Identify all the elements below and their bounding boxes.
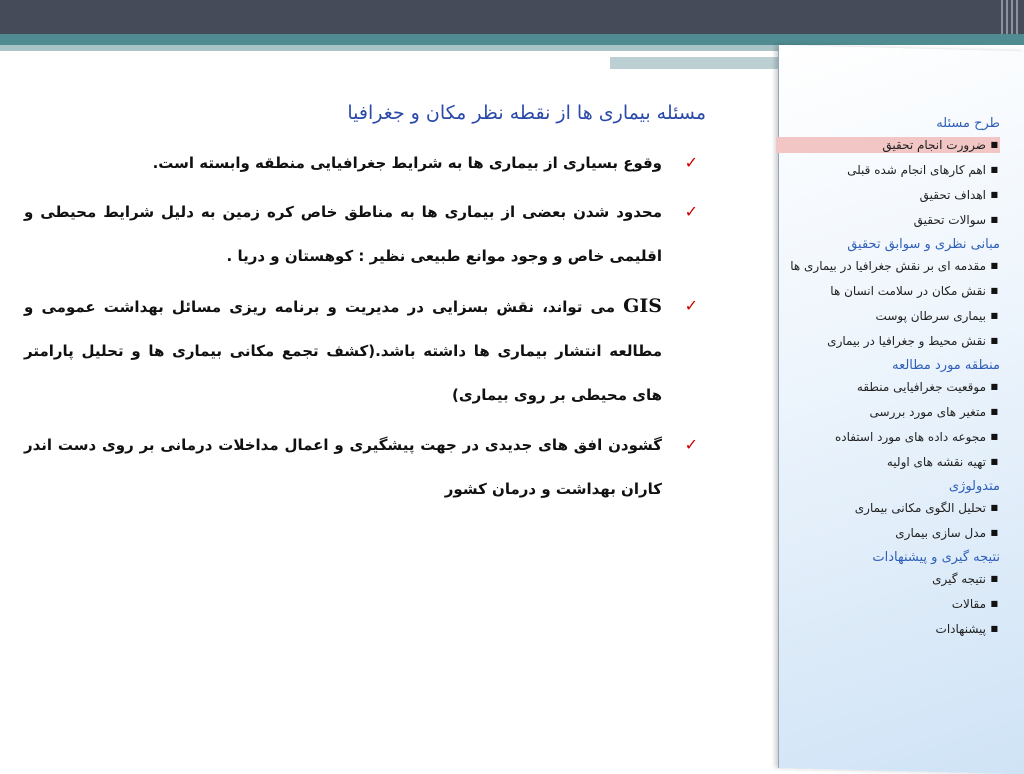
light-stripe-short	[610, 57, 778, 69]
nav-item[interactable]: ■ تهیه نقشه های اولیه	[784, 454, 1000, 470]
nav-item[interactable]: ■ موقعیت جغرافیایی منطقه	[784, 379, 1000, 395]
slide-content	[24, 150, 698, 517]
bullet-item	[24, 150, 698, 176]
check-icon: ✓	[684, 296, 698, 315]
outline-nav	[784, 112, 1000, 646]
nav-section-title[interactable]: نتیجه گیری و پیشنهادات	[872, 550, 1000, 565]
nav-item-active[interactable]: ■ ضرورت انجام تحقیق	[776, 137, 1000, 153]
nav-item[interactable]: ■ نقش مکان در سلامت انسان ها	[784, 283, 1000, 299]
nav-item[interactable]: ■ مقدمه ای بر نقش جغرافیا در بیماری ها	[784, 258, 1000, 274]
check-icon: ✓	[684, 153, 698, 172]
nav-item[interactable]: ■ سوالات تحقیق	[784, 212, 1000, 228]
nav-item[interactable]: ■ نتیجه گیری	[784, 571, 1000, 587]
check-icon: ✓	[684, 435, 698, 454]
slide-title: مسئله بیماری ها از نقطه نظر مکان و جغرافیا	[347, 102, 706, 124]
bullet-text: گشودن افق های جدیدی در جهت پیشگیری و اعمال مداخلات درمانی بر روی دست اندر کاران بهداشت و درمان کشور	[24, 436, 662, 498]
nav-section-title[interactable]: منطقه مورد مطالعه	[892, 358, 1000, 373]
nav-section-title[interactable]: مبانی نظری و سوابق تحقیق	[847, 237, 1000, 252]
nav-item[interactable]: ■ نقش محیط و جغرافیا در بیماری	[784, 333, 1000, 349]
nav-item[interactable]: ■ تحلیل الگوی مکانی بیماری	[784, 500, 1000, 516]
light-stripe	[0, 45, 780, 51]
nav-section-title[interactable]: طرح مسئله	[936, 116, 1000, 131]
nav-item[interactable]: ■ اهداف تحقیق	[784, 187, 1000, 203]
bullet-item	[24, 190, 698, 278]
bullet-text: می تواند، نقش بسزایی در مدیریت و برنامه ریزی مسائل بهداشت عمومی و مطالعه انتشار بیماری ها داشته باشد.(کشف تجمع مکانی بیماری ها و تحلیل پارامتر های محیطی بر روی بیماری)	[24, 298, 662, 404]
bullet-text: وقوع بسیاری از بیماری ها به شرایط جغرافیایی منطقه وابسته است.	[152, 154, 662, 172]
bullet-text: محدود شدن بعضی از بیماری ها به مناطق خاص کره زمین به دلیل شرایط محیطی و اقلیمی خاص و وجود موانع طبیعی نظیر : کوهستان و دریا .	[24, 203, 662, 265]
nav-section-title[interactable]: متدولوژی	[948, 479, 1000, 494]
nav-item[interactable]: ■ بیماری سرطان پوست	[784, 308, 1000, 324]
check-icon: ✓	[684, 202, 698, 221]
top-bar	[0, 0, 1024, 34]
nav-item[interactable]: ■ مدل سازی بیماری	[784, 525, 1000, 541]
nav-item[interactable]: ■ پیشنهادات	[784, 621, 1000, 637]
teal-stripe	[0, 34, 1024, 45]
bullet-item	[24, 423, 698, 511]
nav-item[interactable]: ■ اهم کارهای انجام شده قبلی	[784, 162, 1000, 178]
gis-acronym: GIS	[623, 295, 662, 317]
nav-item[interactable]: ■ متغیر های مورد بررسی	[784, 404, 1000, 420]
nav-item[interactable]: ■ مقالات	[784, 596, 1000, 612]
grip-lines-icon	[992, 0, 1018, 34]
bullet-item	[24, 284, 698, 417]
nav-item[interactable]: ■ مجوعه داده های مورد استفاده	[784, 429, 1000, 445]
